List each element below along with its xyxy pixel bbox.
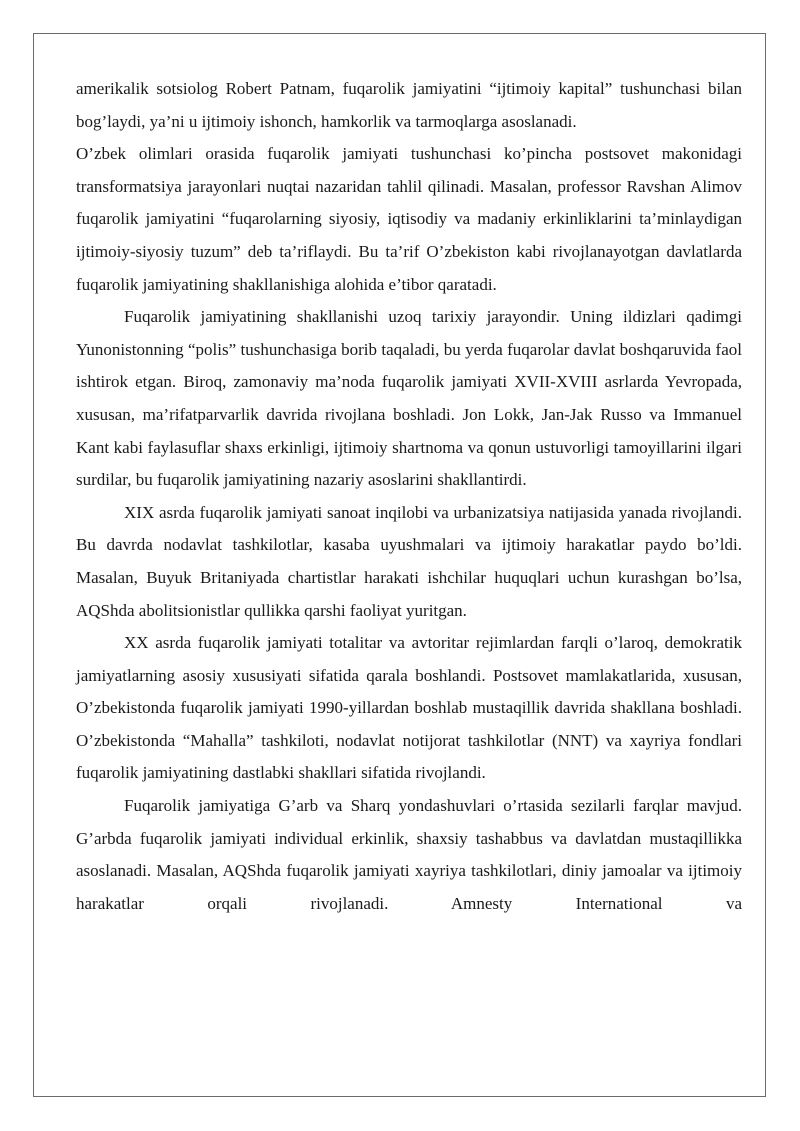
- paragraph-historical-formation: Fuqarolik jamiyatining shakllanishi uzoq tarixiy jarayondir. Uning ildizlari qadimgi Yunonistonning “polis” tushunchasiga borib taqaladi, bu yerda fuqarolar davlat boshqaruvida faol ishtirok etgan. Biroq, zamonaviy ma’noda fuqarolik jamiyati XVII-XVIII asrlarda Yevropada, xususan, ma’rifatparvarlik davrida rivojlana boshladi. Jon Lokk, Jan-Jak Russo va Immanuel Kant kabi faylasuflar shaxs erkinligi, ijtimoiy shartnoma va qonun ustuvorligi tamoyillarini ilgari surdilar, bu fuqarolik jamiyatining nazariy asoslarini shakllantirdi.: [76, 307, 742, 490]
- paragraph-20th-century: XX asrda fuqarolik jamiyati totalitar va avtoritar rejimlardan farqli o’laroq, demokratik jamiyatlarning asosiy xususiyati sifatida qarala boshlandi. Postsovet mamlakatlarida, xususan, O’zbekistonda fuqarolik jamiyati 1990-yillardan boshlab mustaqillik davrida shakllana boshladi. O’zbekistonda “Mahalla” tashkiloti, nodavlat notijorat tashkilotlar (NNT) va xayriya fondlari fuqarolik jamiyatining dastlabki shakllari sifatida rivojlandi.: [76, 633, 742, 783]
- paragraph-19th-century: XIX asrda fuqarolik jamiyati sanoat inqilobi va urbanizatsiya natijasida yanada rivojlandi. Bu davrda nodavlat tashkilotlar, kasaba uyushmalari va ijtimoiy harakatlar paydo bo’ldi. Masalan, Buyuk Britaniyada chartistlar harakati ishchilar huquqlari uchun kurashgan bo’lsa, AQShda abolitsionistlar qullikka qarshi faoliyat yuritgan.: [76, 502, 742, 620]
- paragraph-uzbek-scholars: O’zbek olimlari orasida fuqarolik jamiyati tushunchasi ko’pincha postsovet makonidagi transformatsiya jarayonlari nuqtai nazaridan tahlil qilinadi. Masalan, professor Ravshan Alimov fuqarolik jamiyatini “fuqarolarning siyosiy, iqtisodiy va madaniy erkinliklarini ta’minlaydigan ijtimoiy-siyosiy tuzum” deb ta’riflaydi. Bu ta’rif O’zbekiston kabi rivojlanayotgan davlatlarda fuqarolik jamiyatining shakllanishiga alohida e’tibor qaratadi.: [76, 144, 742, 294]
- paragraph-patnam: amerikalik sotsiolog Robert Patnam, fuqarolik jamiyatini “ijtimoiy kapital” tushunchasi bilan bog’laydi, ya’ni u ijtimoiy ishonch, hamkorlik va tarmoqlarga asoslanadi.: [76, 79, 742, 131]
- document-body: [76, 73, 742, 920]
- paragraph-west-east-approaches: Fuqarolik jamiyatiga G’arb va Sharq yondashuvlari o’rtasida sezilarli farqlar mavjud. G’arbda fuqarolik jamiyati individual erkinlik, shaxsiy tashabbus va davlatdan mustaqillikka asoslanadi. Masalan, AQShda fuqarolik jamiyati xayriya tashkilotlari, diniy jamoalar va ijtimoiy harakatlar orqali rivojlanadi. Amnesty International va: [76, 796, 742, 913]
